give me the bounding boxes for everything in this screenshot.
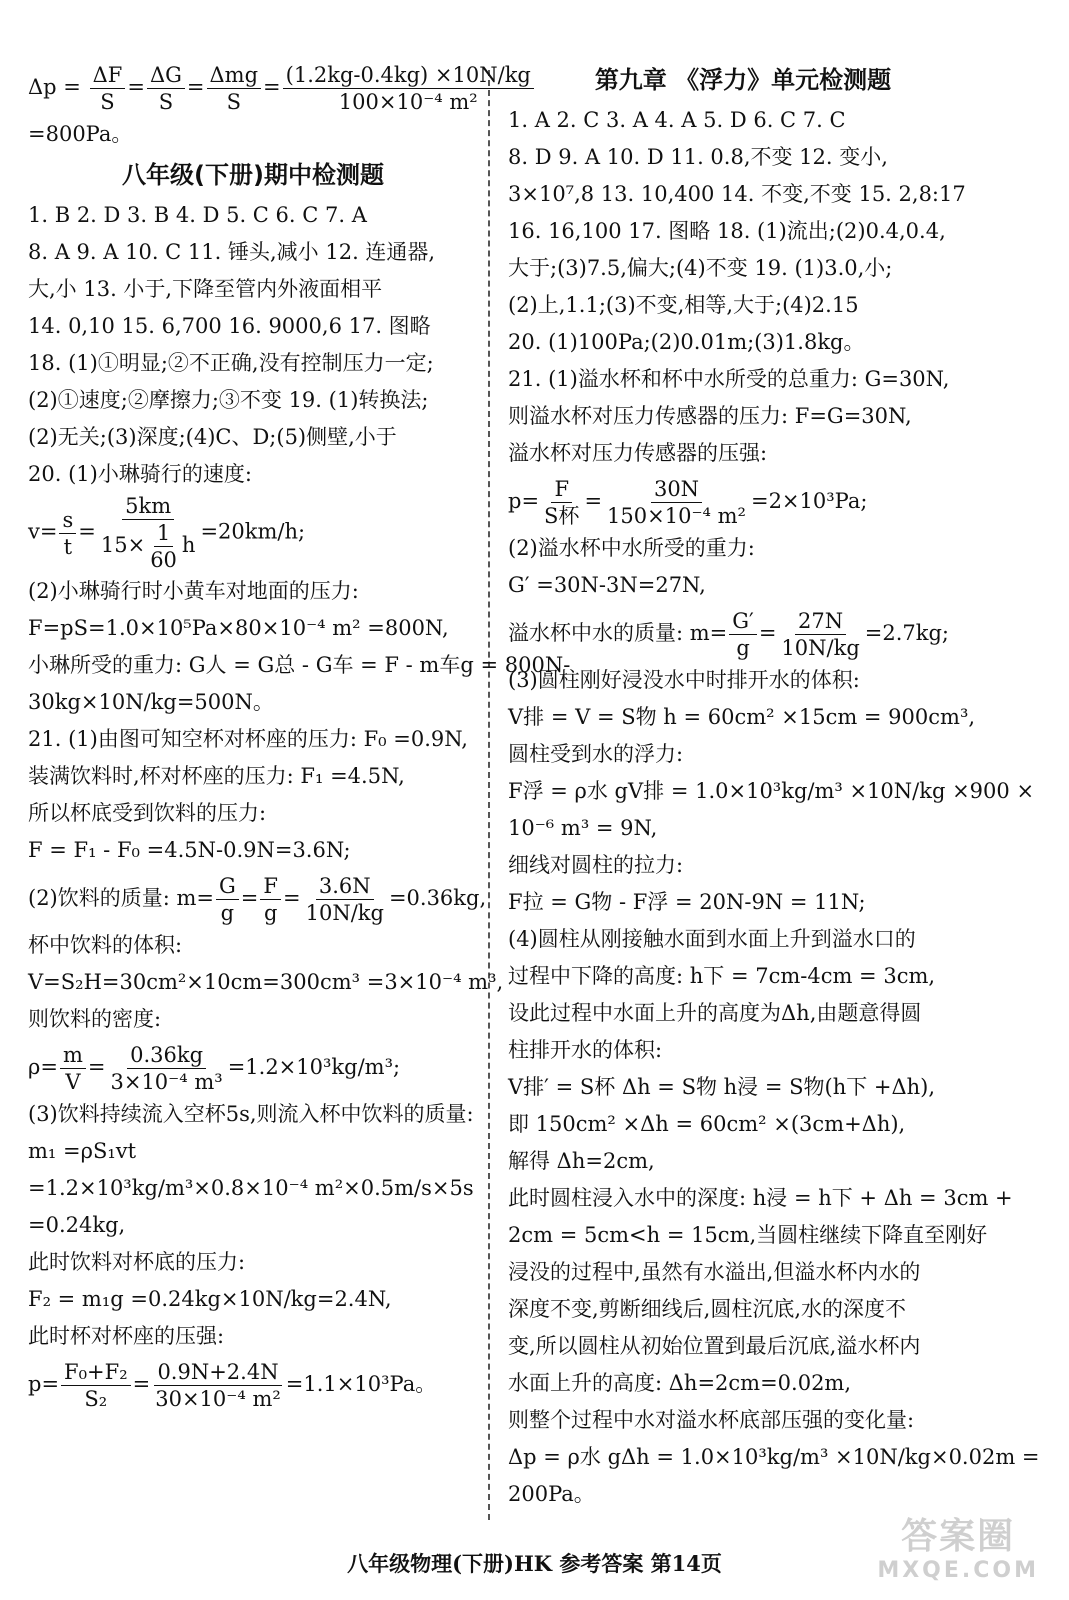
text-line: 2cm = 5cm<h = 15cm,当圆柱继续下降直至刚好 — [508, 1223, 988, 1247]
text-line: 即 150cm² ×Δh = 60cm² ×(3cm+Δh), — [508, 1112, 906, 1136]
formula-lhs: p= — [508, 489, 540, 513]
denominator: 30×10⁻⁴ m² — [155, 1387, 281, 1411]
formula-lhs: 溢水杯中水的质量: m= — [508, 621, 728, 645]
denominator: V — [65, 1070, 81, 1094]
text-line: 18. (1)①明显;②不正确,没有控制压力一定; — [28, 351, 434, 375]
denominator: t — [63, 534, 73, 559]
denominator-unit: h — [181, 533, 196, 557]
formula-lhs: (2)饮料的质量: m= — [28, 886, 215, 910]
text-line: 杯中饮料的体积: — [28, 933, 183, 957]
right-column — [508, 58, 1040, 1513]
text-line: (2)小琳骑行时小黄车对地面的压力: — [28, 579, 359, 603]
formula-rhs: =1.2×10³kg/m³; — [227, 1055, 401, 1079]
text-line: 1. B 2. D 3. B 4. D 5. C 6. C 7. A — [28, 203, 367, 227]
text-line: =1.2×10³kg/m³×0.8×10⁻⁴ m²×0.5m/s×5s — [28, 1176, 474, 1200]
fraction — [90, 62, 126, 115]
formula-lhs: Δp = — [28, 75, 81, 99]
answer-block — [28, 927, 504, 1038]
text-line: (2)①速度;②摩擦力;③不变 19. (1)转换法; — [28, 388, 429, 412]
section-title-chapter9: 第九章 《浮力》单元检测题 — [594, 66, 892, 94]
text-line: 则溢水杯对压力传感器的压力: F=G=30N, — [508, 404, 912, 428]
text-line: F=pS=1.0×10⁵Pa×80×10⁻⁴ m² =800N, — [28, 616, 449, 640]
formula-rhs: =2.7kg; — [864, 621, 950, 645]
text-line: (3)圆柱刚好浸没水中时排开水的体积: — [508, 668, 860, 692]
page-footer: 八年级物理(下册)HK 参考答案 第14页 — [347, 1551, 722, 1576]
text-line: 此时圆柱浸入水中的深度: h浸 = h下 + Δh = 3cm + — [508, 1186, 1013, 1210]
text-line: =0.24kg, — [28, 1213, 126, 1237]
fraction — [98, 493, 199, 573]
text-line: 14. 0,10 15. 6,700 16. 9000,6 17. 图略 — [28, 314, 431, 338]
text-line: (4)圆柱从刚接触水面到水面上升到溢水口的 — [508, 927, 916, 951]
formula-lhs: v= — [28, 519, 58, 544]
watermark-text: 答案圈 — [901, 1516, 1016, 1557]
numerator: 0.9N+2.4N — [154, 1359, 281, 1386]
fraction — [60, 1042, 86, 1095]
text-line: 柱排开水的体积: — [508, 1038, 663, 1062]
denominator — [98, 520, 199, 573]
text-line: 则整个过程中水对溢水杯底部压强的变化量: — [508, 1408, 915, 1432]
denominator: S — [158, 90, 174, 114]
fraction — [147, 62, 185, 115]
text-line: (2)上,1.1;(3)不变,相等,大于;(4)2.15 — [508, 293, 859, 317]
formula-result: =800Pa。 — [28, 122, 133, 146]
numerator: 3.6N — [316, 873, 374, 900]
formula-rhs: =20km/h; — [200, 519, 306, 544]
text-line: (2)溢水杯中水所受的重力: — [508, 536, 755, 560]
denominator: 60 — [150, 548, 177, 572]
fraction — [107, 1042, 225, 1095]
answer-block — [28, 1096, 478, 1355]
text-line: 过程中下降的高度: h下 = 7cm-4cm = 3cm, — [508, 964, 936, 988]
numerator: m — [60, 1042, 86, 1069]
text-line: 10⁻⁶ m³ = 9N, — [508, 816, 658, 840]
text-line: 解得 Δh=2cm, — [508, 1149, 655, 1173]
formula-delta-p: Δp = $\frac{\Delta F}{S}$ = $\frac{\Delta G}{S}$ = $\frac{\text{Δmg}}{S}$ = $\frac{(1.2kg-0.4kg) \times 10N/kg}{\text{100×10⁻⁴ m²}}$ — [28, 58, 478, 116]
section-title-midterm: 八年级(下册)期中检测题 — [122, 161, 384, 189]
numerator: F — [551, 476, 572, 503]
numerator: Δmg — [207, 62, 262, 89]
text-line: 20. (1)100Pa;(2)0.01m;(3)1.8kg。 — [508, 330, 865, 354]
text-line: 此时饮料对杯底的压力: — [28, 1250, 246, 1274]
numerator: (1.2kg-0.4kg) ×10N/kg — [283, 62, 534, 89]
answer-block — [508, 662, 1040, 1513]
numerator: 27N — [795, 608, 846, 635]
denominator: g — [263, 901, 278, 925]
denominator: 10N/kg — [305, 901, 384, 925]
formula-mass: (2)饮料的质量: m= $\frac{G}{g}$ = $\frac{F}{g}$ = $\frac{3.6N}{10N/kg}$ =0.36kg, — [28, 874, 487, 925]
answer-block — [508, 530, 978, 604]
text-line: Δp = ρ水 gΔh = 1.0×10³kg/m³ ×10N/kg×0.02m = — [508, 1445, 1040, 1469]
fraction — [59, 507, 76, 560]
text-line: 200Pa。 — [508, 1482, 595, 1506]
watermark-url: MXQE.COM — [877, 1558, 1039, 1583]
numerator: s — [59, 507, 76, 534]
formula-lhs: p= — [28, 1372, 60, 1396]
numerator: 5km — [122, 493, 174, 520]
text-line: F浮 = ρ水 gV排 = 1.0×10³kg/m³ ×10N/kg ×900 × — [508, 779, 1035, 803]
denominator: S — [100, 90, 115, 114]
text-line: F₂ = m₁g =0.24kg×10N/kg=2.4N, — [28, 1287, 392, 1311]
fraction — [61, 1359, 131, 1412]
numerator: 30N — [651, 476, 702, 503]
text-line: 水面上升的高度: Δh=2cm=0.02m, — [508, 1371, 852, 1395]
denominator: 10N/kg — [781, 636, 860, 660]
numerator: ΔF — [90, 62, 126, 89]
text-line: 圆柱受到水的浮力: — [508, 742, 684, 766]
answer-block — [28, 573, 571, 869]
fraction — [541, 476, 582, 529]
formula-mass: 溢水杯中水的质量: m= $\frac{G'}{g}$ = $\frac{27N}{10N/kg}$ =2.7kg; — [508, 609, 950, 660]
fraction — [303, 873, 387, 926]
answer-block — [508, 102, 978, 472]
numerator: G — [216, 873, 239, 900]
formula-pressure: p= $\frac{F}{\text{S杯}}$ = $\frac{30N}{\text{150×10⁻⁴ m²}}$ =2×10³Pa; — [508, 477, 868, 528]
text-line: 大于;(3)7.5,偏大;(4)不变 19. (1)3.0,小; — [508, 256, 893, 280]
text-line: 所以杯底受到饮料的压力: — [28, 801, 267, 825]
text-line: 溢水杯对压力传感器的压强: — [508, 441, 768, 465]
numerator: ΔG — [147, 62, 185, 89]
numerator: F₀+F₂ — [61, 1359, 131, 1386]
text-line: 8. A 9. A 10. C 11. 锤头,减小 12. 连通器, — [28, 240, 436, 264]
text-line: 浸没的过程中,虽然有水溢出,但溢水杯内水的 — [508, 1260, 921, 1284]
formula-lhs: ρ= — [28, 1055, 58, 1079]
text-line: F = F₁ - F₀ =4.5N-0.9N=3.6N; — [28, 838, 351, 862]
fraction — [207, 62, 262, 115]
answer-block — [28, 197, 478, 493]
text-line: 21. (1)溢水杯和杯中水所受的总重力: G=30N, — [508, 367, 950, 391]
denominator-prefix: 15× — [100, 533, 146, 557]
denominator: S — [226, 90, 241, 114]
text-line: (2)无关;(3)深度;(4)C、D;(5)侧壁,小于 — [28, 425, 397, 449]
denominator: g — [736, 636, 750, 660]
text-line: G′ =30N-3N=27N, — [508, 573, 706, 597]
text-line: 细线对圆柱的拉力: — [508, 853, 684, 877]
fraction — [604, 476, 749, 529]
text-line: V排′ = S杯 Δh = S物 h浸 = S物(h下 +Δh), — [508, 1075, 936, 1099]
denominator: 100×10⁻⁴ m² — [338, 90, 478, 114]
text-line: 深度不变,剪断细线后,圆柱沉底,水的深度不 — [508, 1297, 907, 1321]
text-line: 小琳所受的重力: G人 = G总 - G车 = F - m车g = 800N- — [28, 653, 571, 677]
numerator: F — [260, 873, 281, 900]
watermark-logo — [877, 1516, 1039, 1588]
denominator: g — [220, 901, 235, 925]
numerator: 0.36kg — [127, 1042, 206, 1069]
text-line: 大,小 13. 小于,下降至管内外液面相平 — [28, 277, 383, 301]
fraction — [283, 62, 534, 115]
fraction — [147, 520, 180, 573]
denominator: S杯 — [544, 504, 580, 528]
formula-pressure: p= $\frac{\text{F₀+F₂}}{\text{S₂}}$ = $\frac{0.9N+2.4N}{\text{30×10⁻⁴ m²}}$ =1.1×10³Pa。 — [28, 1360, 437, 1411]
text-line: 设此过程中水面上升的高度为Δh,由题意得圆 — [508, 1001, 922, 1025]
text-line: 30kg×10N/kg=500N。 — [28, 690, 274, 714]
text-line: 装满饮料时,杯对杯座的压力: F₁ =4.5N, — [28, 764, 405, 788]
fraction — [729, 608, 757, 661]
numerator: 1 — [154, 520, 173, 547]
fraction — [778, 608, 862, 661]
formula-rhs: =2×10³Pa; — [750, 489, 868, 513]
text-line: V排 = V = S物 h = 60cm² ×15cm = 900cm³, — [508, 705, 976, 729]
text-line: m₁ =ρS₁vt — [28, 1139, 137, 1163]
formula-rhs: =0.36kg, — [388, 886, 487, 910]
numerator: G′ — [729, 608, 757, 635]
text-line: (3)饮料持续流入空杯5s,则流入杯中饮料的质量: — [28, 1102, 474, 1126]
text-line: 8. D 9. A 10. D 11. 0.8,不变 12. 变小, — [508, 145, 888, 169]
text-line: 21. (1)由图可知空杯对杯座的压力: F₀ =0.9N, — [28, 727, 468, 751]
formula-velocity: v= $\frac{s}{t}$ = 5km 15× $\frac{1}{60}$ h =20km/h; — [28, 494, 306, 572]
text-line: 变,所以圆柱从初始位置到最后沉底,溢水杯内 — [508, 1334, 921, 1358]
denominator: 3×10⁻⁴ m³ — [110, 1070, 223, 1094]
fraction — [152, 1359, 284, 1412]
text-line: 3×10⁷,8 13. 10,400 14. 不变,不变 15. 2,8:17 — [508, 182, 966, 206]
text-line: 则饮料的密度: — [28, 1007, 162, 1031]
fraction — [260, 873, 281, 926]
text-line: 20. (1)小琳骑行的速度: — [28, 462, 252, 486]
text-line: 1. A 2. C 3. A 4. A 5. D 6. C 7. C — [508, 108, 846, 132]
formula-rhs: =1.1×10³Pa。 — [285, 1372, 437, 1396]
text-line: F拉 = G物 - F浮 = 20N-9N = 11N; — [508, 890, 866, 914]
text-line: 此时杯对杯座的压强: — [28, 1324, 225, 1348]
text-line: 16. 16,100 17. 图略 18. (1)流出;(2)0.4,0.4, — [508, 219, 946, 243]
denominator: 150×10⁻⁴ m² — [607, 504, 746, 528]
fraction — [216, 873, 239, 926]
denominator: S₂ — [84, 1387, 108, 1411]
formula-density: ρ= $\frac{m}{V}$ = $\frac{0.36kg}{\text{3×10⁻⁴ m³}}$ =1.2×10³kg/m³; — [28, 1043, 401, 1094]
text-line: V=S₂H=30cm²×10cm=300cm³ =3×10⁻⁴ m³, — [28, 970, 504, 994]
column-divider — [488, 70, 490, 1520]
